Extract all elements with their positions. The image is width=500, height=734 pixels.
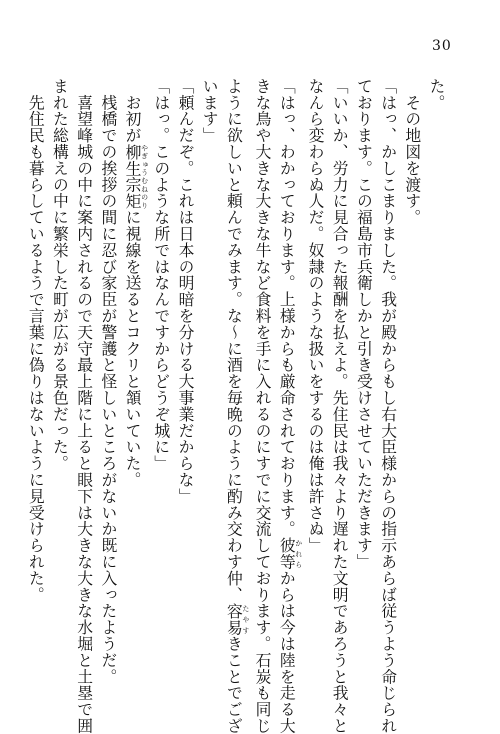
text-segment: き xyxy=(224,635,244,653)
text-segment: ように欲しいと頼んでみます。な～に酒を毎晩のように酌み交わす仲、 xyxy=(224,78,244,603)
text-line: います」 xyxy=(200,78,220,144)
page-number: 30 xyxy=(432,38,452,54)
text-line: 「頼んだぞ。これは日本の明暗を分ける大事業だからな」 xyxy=(175,78,195,505)
ruby-sori: 柳生宗矩やぎゅうむねのり xyxy=(123,143,149,210)
text-segment: に視線を送るとコクリと頷いていた。 xyxy=(123,209,143,489)
text-segment: からは xyxy=(277,570,297,620)
ruby-karera: 彼等かれら xyxy=(277,537,303,571)
text-line xyxy=(274,78,303,734)
text-line: た。 xyxy=(427,78,446,111)
text-segment: 「はっ、わかっております。上様からも厳命されております。 xyxy=(277,78,297,538)
text-line: きな鳥や大きな大きな牛など食料を手に入れるのにすでに交流しております。石炭も同じ xyxy=(253,78,273,734)
text-line: 喜望峰城の中に案内されるので天守最上階に上ると眼下は大きな大きな水堀と土塁で囲 xyxy=(74,78,94,734)
text-line: 「はっ、かしこまりました。我が殿からもし右大臣様からの指示あらば従うよう命じられ xyxy=(378,78,398,734)
text-segment: お初が xyxy=(123,78,143,144)
text-line: 先住民も暮らしているようで言葉に偽りはないように見受けられた。 xyxy=(26,78,46,603)
text-line: その地図を渡す。 xyxy=(402,78,422,226)
vertical-text-body xyxy=(26,78,448,734)
text-line xyxy=(120,78,149,678)
text-segment: ことでござ xyxy=(224,652,244,734)
text-line: 「はっ。このような所ではなんですからどうぞ城に」 xyxy=(151,78,171,472)
text-line: なんら変わらぬ人だ。奴隷のような扱いをするのは俺は許さぬ」 xyxy=(305,78,325,554)
text-line xyxy=(221,78,250,734)
text-line: ております。この福島市兵衛しかと引き受けさせていただきます」 xyxy=(354,78,374,570)
text-line: 桟橋での挨拶の間に忍び家臣が警護と怪しいところがないか既に入ったようだ。 xyxy=(98,78,118,685)
ruby-yasu: 容易たやす xyxy=(224,602,250,636)
text-segment: 今は陸を走る大 xyxy=(277,619,297,734)
text-line: 「いいか、労力に見合った報酬を払えよ。先住民は我々より遅れた文明であろうと我々と xyxy=(330,78,350,734)
text-line: まれた総構えの中に繁栄した町が広がる景色だった。 xyxy=(50,78,70,472)
